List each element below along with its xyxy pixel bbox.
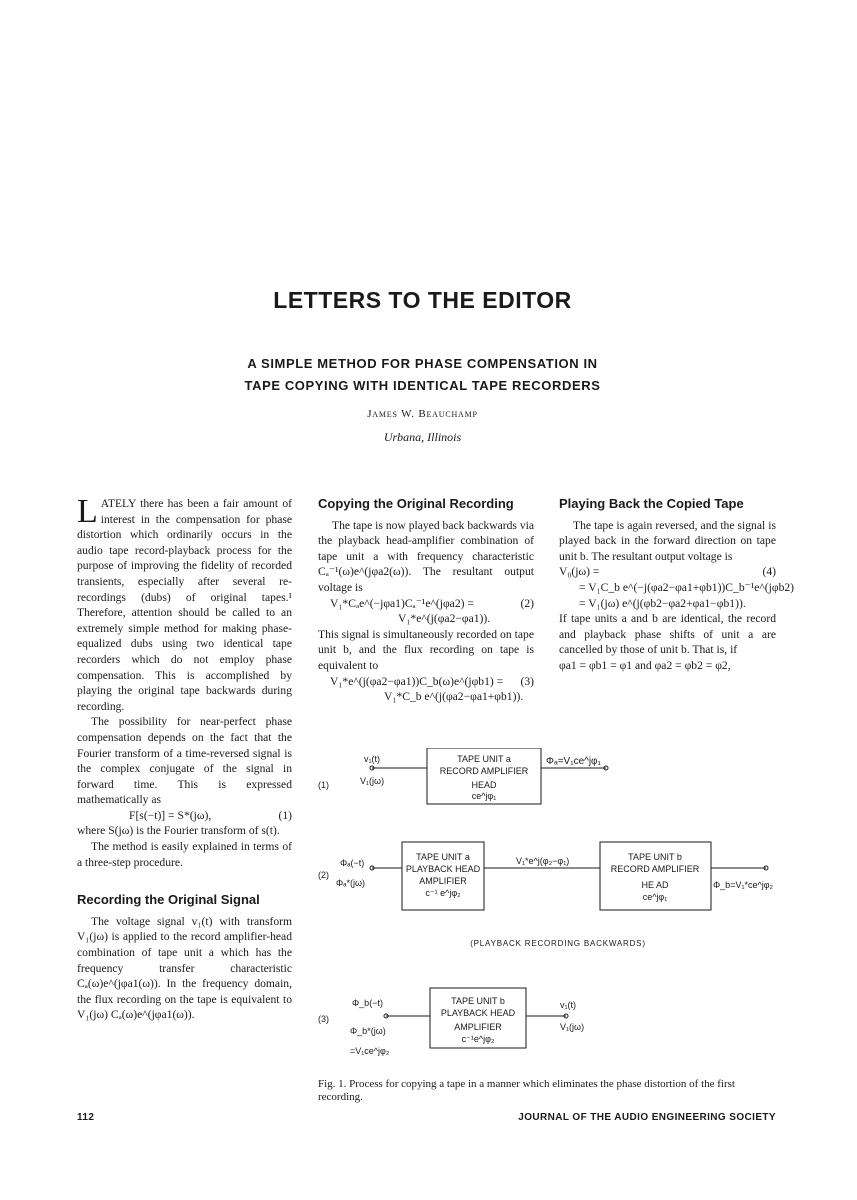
row-2-input-time: Φₐ(−t): [340, 858, 365, 868]
figure-row-3-number: (3): [318, 1014, 329, 1024]
figure-1-caption: Fig. 1. Process for copying a tape in a manner which eliminates the phase distortion of the first recording.: [318, 1078, 735, 1103]
figure-row-2-number: (2): [318, 870, 329, 880]
equation-4: [559, 564, 776, 580]
page-number: 112: [77, 1112, 95, 1123]
equation-5: φa1 = φb1 = φ1 and φa2 = φb2 = φ2,: [559, 658, 731, 672]
equation-2-continued: V₁*e^(j(φa2−φa1)).: [398, 612, 491, 626]
row-3-box-line-2: PLAYBACK HEAD: [440, 1008, 516, 1018]
equation-1: [77, 808, 292, 824]
paragraph-copying: The tape is now played back backwards via the playback head-amplifier combination of tape unit a with frequency characteristic Cₐ⁻¹(ω)e^(jφa2(ω)). The resultant output voltage is: [318, 518, 534, 594]
row-2-box-1-line-2: PLAYBACK HEAD: [405, 864, 481, 874]
heading-recording-original: Recording the Original Signal: [77, 892, 260, 908]
equation-1-number: (1): [278, 808, 292, 822]
drop-cap: L: [77, 493, 98, 530]
article-title-line-1: A SIMPLE METHOD FOR PHASE COMPENSATION IN: [247, 356, 598, 371]
row-2-box-2-line-2: RECORD AMPLIFIER: [610, 864, 700, 874]
column-1: [77, 493, 292, 1023]
section-title: LETTERS TO THE EDITOR: [273, 287, 572, 313]
equation-4-line-2: = V₁C_b e^(−j(φa2−φa1+φb1))C_b⁻¹e^(jφb2): [579, 580, 795, 594]
equation-3: [318, 674, 534, 690]
paragraph-playing-back: The tape is again reversed, and the signal is played back in the forward direction on tape unit b. The resultant output voltage is: [559, 518, 776, 563]
equation-3-body: V₁*e^(j(φa2−φa1))C_b(ω)e^(jφb1) =: [330, 674, 504, 688]
row-1-box-line-4: ce^jφ₁: [471, 791, 497, 801]
intro-paragraph: ATELY there has been a fair amount of interest in the compensation for phase distortion which ordinarily occurs in the audio tape record-playback process for the purpose of improving the fidelity of recorded transients, especially after several re-recordings (dubs) of original tapes.¹ Therefore, attention should be called to an extremely simple method for making phase-equalized dubs using two identical tape recorders which do not employ phase compensation. This is accomplished by playing the original tape backwards during recording.: [77, 497, 292, 713]
paragraph-procedure: The method is easily explained in terms of a three-step procedure.: [77, 840, 292, 869]
row-3-box-line-1: TAPE UNIT b: [451, 996, 505, 1006]
author-affiliation: Urbana, Illinois: [383, 430, 462, 444]
equation-4-line-3: = V₁(jω) e^(j(φb2−φa2+φa1−φb1)).: [579, 596, 746, 610]
column-3: [559, 496, 795, 674]
row-3-input-freq: Φ_b*(jω): [350, 1026, 386, 1036]
row-2-input-freq: Φₐ*(jω): [336, 878, 366, 888]
row-2-box-1-line-4: c⁻¹ e^jφ₂: [425, 888, 461, 898]
row-1-box-line-1: TAPE UNIT a: [457, 754, 511, 764]
row-2-box-2-line-1: TAPE UNIT b: [628, 852, 682, 862]
heading-playing-back: Playing Back the Copied Tape: [559, 496, 744, 511]
row-3-box-line-4: c⁻¹e^jφ₂: [461, 1034, 495, 1044]
equation-2-number: (2): [520, 596, 534, 610]
equation-3-number: (3): [520, 674, 534, 688]
row-2-box-1-line-3: AMPLIFIER: [419, 876, 467, 886]
row-1-input-time: v₁(t): [364, 754, 381, 764]
row-2-note: (PLAYBACK RECORDING BACKWARDS): [470, 939, 646, 948]
paragraph-identical: If tape units a and b are identical, the record and playback phase shifts of unit a are cancelled by those of unit b. That is, if: [559, 612, 776, 657]
row-3-output-time: v₁(t): [560, 1000, 577, 1010]
row-3-output-freq: V₁(jω): [560, 1022, 585, 1032]
row-3-input-time: Φ_b(−t): [352, 998, 383, 1008]
row-1-box-line-3: HEAD: [471, 780, 497, 790]
equation-2-body: V₁*Cₐe^(−jφa1)Cₐ⁻¹e^(jφa2) =: [330, 596, 474, 610]
row-2-output: Φ_b=V₁*ce^jφ₂: [713, 880, 774, 890]
author-name: James W. Beauchamp: [367, 408, 478, 420]
journal-name: JOURNAL OF THE AUDIO ENGINEERING SOCIETY: [518, 1112, 776, 1123]
paragraph-simultaneous: This signal is simultaneously recorded on tape unit b, and the flux recording on tape is equivalent to: [318, 627, 534, 672]
row-3-box-line-3: AMPLIFIER: [454, 1022, 502, 1032]
row-2-box-1-line-1: TAPE UNIT a: [416, 852, 470, 862]
heading-copying-original: Copying the Original Recording: [318, 496, 514, 511]
paragraph-where: where S(jω) is the Fourier transform of s(t).: [77, 824, 280, 838]
row-3-input-value: =V₁ce^jφ₂: [350, 1046, 390, 1056]
equation-4-body: V₀(jω) =: [559, 565, 600, 579]
paragraph-fourier: The possibility for near-perfect phase compensation depends on the fact that the Fourier transform of a time-reversed signal is the complex conjugate of the signal in forward time. This is expressed mathematically as: [77, 715, 292, 807]
figure-row-1-number: (1): [318, 780, 329, 790]
row-2-box-2-line-4: ce^jφ₁: [642, 892, 668, 902]
column-2: [318, 496, 534, 705]
figure-1-diagram: [310, 748, 780, 1088]
equation-4-number: (4): [762, 565, 776, 579]
row-1-output: Φₐ=V₁ce^jφ₁: [546, 756, 601, 767]
row-2-middle-signal: V₁*e^j(φ₂−φ₁): [516, 856, 570, 866]
equation-1-body: F[s(−t)] = S*(jω),: [129, 808, 212, 822]
row-1-box-line-2: RECORD AMPLIFIER: [439, 766, 529, 776]
paragraph-recording: The voltage signal v₁(t) with transform V₁(jω) is applied to the record amplifier-head combination of tape unit a which has the frequency transfer characteristic Cₐ(ω)e^(jφa1(ω)). In the frequency domain, the flux recording on the tape is equivalent to V₁(jω) Cₐ(ω)e^(jφa1(ω)).: [77, 914, 292, 1022]
equation-3-continued: V₁*C_b e^(j(φa2−φa1+φb1)).: [384, 690, 524, 704]
article-title-line-2: TAPE COPYING WITH IDENTICAL TAPE RECORDERS: [244, 378, 601, 393]
row-1-input-freq: V₁(jω): [360, 776, 385, 786]
equation-2: [318, 596, 534, 612]
row-2-box-2-line-3: HE AD: [641, 880, 669, 890]
